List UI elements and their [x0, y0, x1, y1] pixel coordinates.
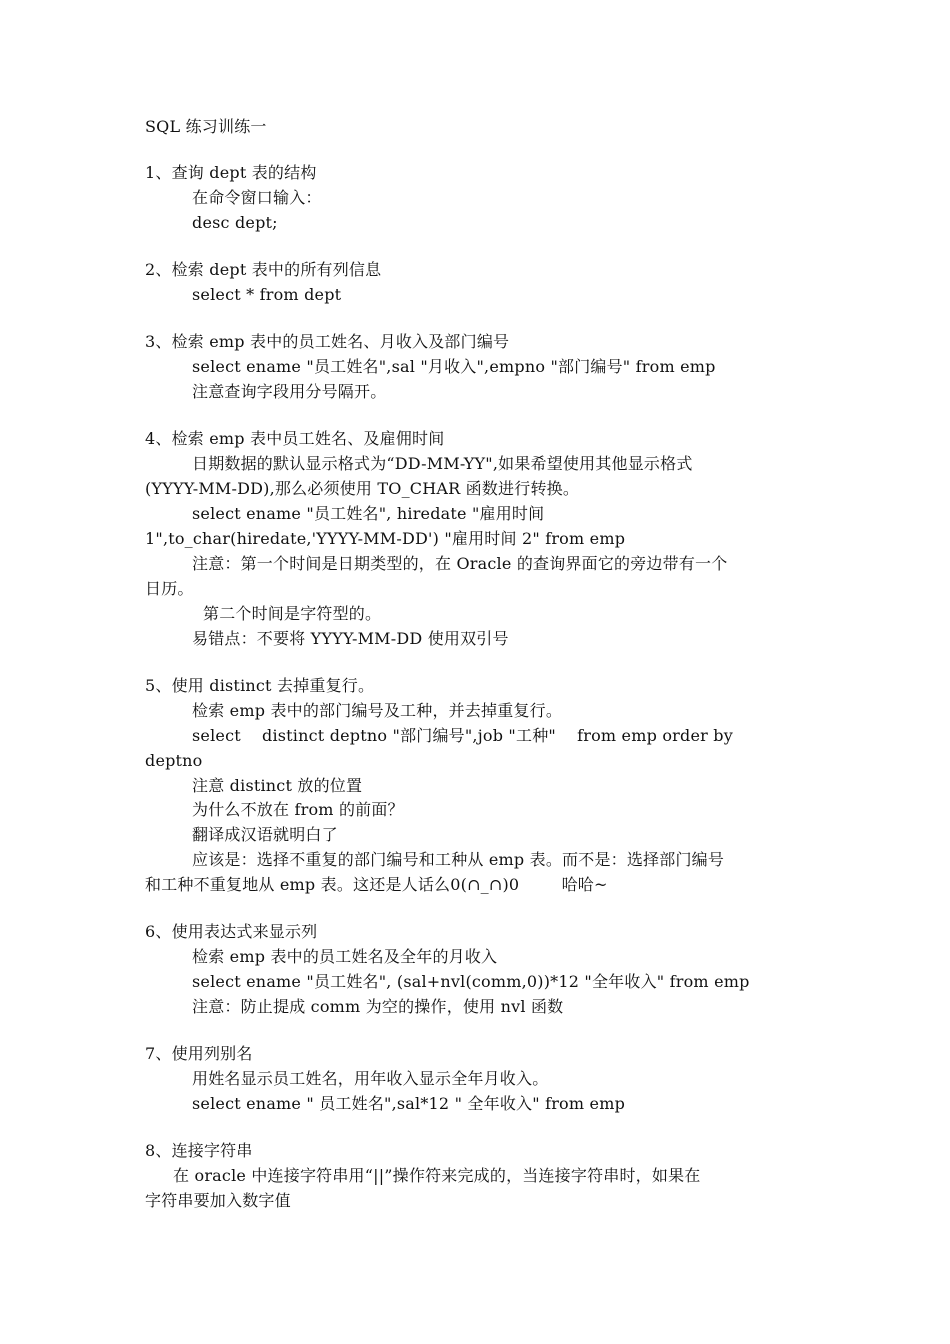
- section-4-pitfall: 易错点：不要将 YYYY-MM-DD 使用双引号: [192, 629, 509, 648]
- section-7-code: select ename " 员工姓名",sal*12 " 全年收入" from emp: [192, 1094, 626, 1113]
- section-6-note: 注意：防止提成 comm 为空的操作，使用 nvl 函数: [192, 997, 564, 1016]
- section-7-heading: 7、使用列别名: [145, 1044, 253, 1063]
- section-4-note-3: 第二个时间是字符型的。: [203, 604, 382, 623]
- section-2-code: select * from dept: [192, 285, 342, 304]
- section-1-heading: 1、查询 dept 表的结构: [145, 163, 317, 182]
- section-3-heading: 3、检索 emp 表中的员工姓名、月收入及部门编号: [145, 332, 510, 351]
- section-4-text-2: (YYYY-MM-DD),那么必须使用 TO_CHAR 函数进行转换。: [145, 479, 580, 498]
- section-4-note-2: 日历。: [145, 579, 194, 598]
- section-8-text-1: 在 oracle 中连接字符串用“||”操作符来完成的，当连接字符串时，如果在: [173, 1166, 701, 1185]
- section-8-heading: 8、连接字符串: [145, 1141, 253, 1160]
- section-5-note-1: 注意 distinct 放的位置: [192, 776, 363, 795]
- section-4-code-2: 1",to_char(hiredate,'YYYY-MM-DD') "雇用时间 2" from emp: [145, 529, 626, 548]
- section-6-text: 检索 emp 表中的员工姓名及全年的月收入: [192, 947, 498, 966]
- section-7-text: 用姓名显示员工姓名，用年收入显示全年月收入。: [192, 1069, 549, 1088]
- section-5-note-3: 翻译成汉语就明白了: [192, 825, 338, 844]
- document-title: SQL 练习训练一: [145, 117, 267, 136]
- section-5-note-5: 和工种不重复地从 emp 表。这还是人话么0(∩_∩)0 哈哈~: [145, 875, 608, 894]
- section-5-code-1: select distinct deptno "部门编号",job "工种" from emp order by: [192, 726, 733, 745]
- section-6-code: select ename "员工姓名", (sal+nvl(comm,0))*12 "全年收入" from emp: [192, 972, 750, 991]
- section-8-text-2: 字符串要加入数字值: [145, 1191, 291, 1210]
- section-5-note-2: 为什么不放在 from 的前面？: [192, 800, 404, 819]
- section-2-heading: 2、检索 dept 表中的所有列信息: [145, 260, 382, 279]
- section-5-code-2: deptno: [145, 751, 203, 770]
- section-5-note-4: 应该是：选择不重复的部门编号和工种从 emp 表。而不是：选择部门编号: [192, 850, 725, 869]
- section-1-code: desc dept;: [192, 213, 278, 232]
- section-4-text-1: 日期数据的默认显示格式为“DD-MM-YY",如果希望使用其他显示格式: [192, 454, 693, 473]
- section-4-code-1: select ename "员工姓名", hiredate "雇用时间: [192, 504, 545, 523]
- section-3-code: select ename "员工姓名",sal "月收入",empno "部门编号" from emp: [192, 357, 716, 376]
- section-4-note-1: 注意：第一个时间是日期类型的，在 Oracle 的查询界面它的旁边带有一个: [192, 554, 728, 573]
- section-6-heading: 6、使用表达式来显示列: [145, 922, 318, 941]
- section-5-heading: 5、使用 distinct 去掉重复行。: [145, 676, 375, 695]
- section-5-text: 检索 emp 表中的部门编号及工种，并去掉重复行。: [192, 701, 563, 720]
- section-4-heading: 4、检索 emp 表中员工姓名、及雇佣时间: [145, 429, 445, 448]
- section-3-note: 注意查询字段用分号隔开。: [192, 382, 387, 401]
- section-1-text: 在命令窗口输入：: [192, 188, 322, 207]
